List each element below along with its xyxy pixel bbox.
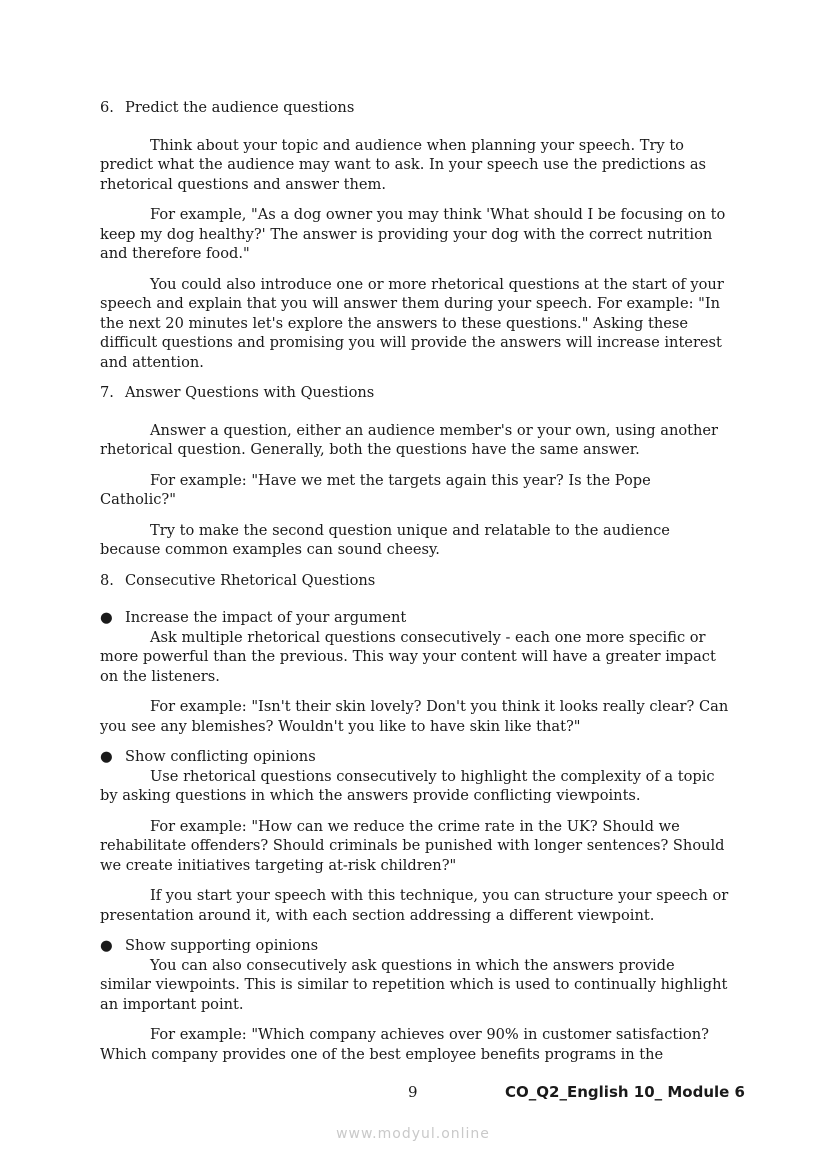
bullet-item xyxy=(100,747,730,767)
paragraph: For example: "How can we reduce the crime rate in the UK? Should we rehabilitate offenders? Should criminals be punished with longer sentences? Should we create initiatives targeting at-risk children?" xyxy=(100,817,725,874)
paragraph: For example: "Isn't their skin lovely? Don't you think it looks really clear? Can you see any blemishes? Wouldn't you like to have skin like that?" xyxy=(100,698,729,735)
bullet-title: Show supporting opinions xyxy=(125,937,319,954)
bullet-title: Increase the impact of your argument xyxy=(125,609,407,626)
page-number: 9 xyxy=(408,1083,418,1101)
section-heading xyxy=(100,383,730,403)
paragraph: If you start your speech with this technique, you can structure your speech or presentation around it, with each section addressing a different viewpoint. xyxy=(100,887,729,924)
section-title: Consecutive Rhetorical Questions xyxy=(125,571,376,589)
section-number: 7. xyxy=(100,384,114,401)
bullet-item xyxy=(100,936,730,956)
section-heading xyxy=(100,571,730,591)
module-code: CO_Q2_English 10_ Module 6 xyxy=(505,1083,745,1101)
paragraph: Answer a question, either an audience member's or your own, using another rhetorical question. Generally, both the questions have the same answer. xyxy=(100,421,719,458)
section-title: Answer Questions with Questions xyxy=(125,384,375,401)
paragraph: You could also introduce one or more rhetorical questions at the start of your speech and explain that you will answer them during your speech. For example: "In the next 20 minutes let's explore the answers to these questions." Asking these difficult questions and promising you will provide the answers will increase interest and attention. xyxy=(100,275,724,371)
watermark: www.modyul.online xyxy=(336,1126,490,1142)
bullet-dot-icon: ● xyxy=(100,937,113,954)
paragraph: Think about your topic and audience when planning your speech. Try to predict what the audience may want to ask. In your speech use the predictions as rhetorical questions and answer them. xyxy=(100,136,707,193)
paragraph: For example: "Which company achieves over 90% in customer satisfaction? Which company provides one of the best employee benefits programs in the xyxy=(100,1026,709,1063)
paragraph: Use rhetorical questions consecutively to highlight the complexity of a topic by asking questions in which the answers provide conflicting viewpoints. xyxy=(100,767,715,804)
paragraph: You can also consecutively ask questions in which the answers provide similar viewpoints. This is similar to repetition which is used to continually highlight an important point. xyxy=(100,956,728,1013)
bullet-item xyxy=(100,608,730,628)
section-number: 8. xyxy=(100,571,114,589)
section-number: 6. xyxy=(100,99,114,116)
paragraph: For example, "As a dog owner you may think 'What should I be focusing on to keep my dog healthy?' The answer is providing your dog with the correct nutrition and therefore food." xyxy=(100,206,726,262)
bullet-dot-icon: ● xyxy=(100,609,113,626)
paragraph: Ask multiple rhetorical questions consecutively - each one more specific or more powerful than the previous. This way your content will have a greater impact on the listeners. xyxy=(100,628,716,685)
page-body xyxy=(100,98,730,1075)
bullet-dot-icon: ● xyxy=(100,748,113,765)
paragraph: Try to make the second question unique and relatable to the audience because common examples can sound cheesy. xyxy=(100,521,670,558)
section-title: Predict the audience questions xyxy=(125,99,355,116)
section-heading xyxy=(100,98,730,118)
paragraph: For example: "Have we met the targets again this year? Is the Pope Catholic?" xyxy=(100,471,651,508)
bullet-title: Show conflicting opinions xyxy=(125,748,316,765)
